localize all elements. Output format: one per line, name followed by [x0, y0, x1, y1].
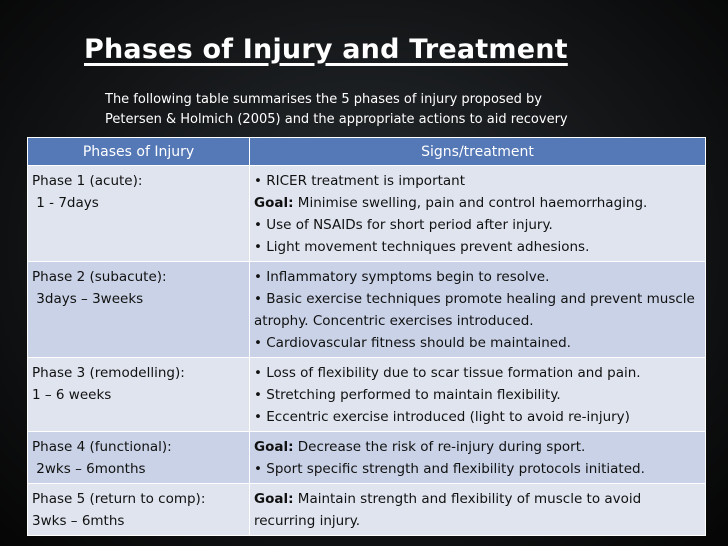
table-body — [28, 166, 706, 536]
table-header-row — [28, 138, 706, 166]
sign-item: • Stretching performed to maintain flexibility. — [254, 387, 561, 403]
phase-duration: 1 - 7days — [32, 195, 99, 211]
phase-name: Phase 3 (remodelling): — [32, 365, 185, 381]
header-signs: Signs/treatment — [250, 138, 706, 166]
signs-cell — [250, 432, 706, 484]
phase-name: Phase 4 (functional): — [32, 439, 172, 455]
goal-item — [254, 436, 701, 458]
signs-cell — [250, 484, 706, 536]
sign-item: • Loss of flexibility due to scar tissue formation and pain. — [254, 365, 641, 381]
table-row — [28, 484, 706, 536]
sign-item: • Eccentric exercise introduced (light to avoid re-injury) — [254, 409, 630, 425]
goal-label: Goal: — [254, 439, 294, 455]
phase-duration: 1 – 6 weeks — [32, 387, 112, 403]
phase-duration: 3days – 3weeks — [32, 291, 144, 307]
goal-item — [254, 192, 701, 214]
phase-cell — [28, 432, 250, 484]
signs-cell — [250, 166, 706, 262]
table-row — [28, 262, 706, 358]
goal-label: Goal: — [254, 491, 294, 507]
slide-subtitle — [105, 90, 665, 130]
sign-item: • RICER treatment is important — [254, 173, 466, 189]
phase-cell — [28, 358, 250, 432]
signs-cell — [250, 358, 706, 432]
header-phases: Phases of Injury — [28, 138, 250, 166]
sign-item: • Use of NSAIDs for short period after injury. — [254, 217, 553, 233]
goal-item — [254, 488, 701, 532]
phase-duration: 2wks – 6months — [32, 461, 146, 477]
injury-phases-table — [27, 137, 706, 536]
phase-duration: 3wks – 6mths — [32, 513, 125, 529]
sign-item: • Basic exercise techniques promote healing and prevent muscle atrophy. Concentric exercises introduced. — [254, 291, 695, 329]
slide-title: Phases of Injury and Treatment — [84, 34, 568, 65]
goal-text: Minimise swelling, pain and control haemorrhaging. — [293, 195, 648, 211]
sign-item: • Sport specific strength and flexibility protocols initiated. — [254, 461, 645, 477]
goal-text: Decrease the risk of re-injury during sport. — [293, 439, 586, 455]
phase-cell — [28, 166, 250, 262]
table-row — [28, 358, 706, 432]
phase-name: Phase 2 (subacute): — [32, 269, 167, 285]
phase-cell — [28, 262, 250, 358]
goal-label: Goal: — [254, 195, 294, 211]
table-row — [28, 432, 706, 484]
phase-name: Phase 5 (return to comp): — [32, 491, 206, 507]
table-row — [28, 166, 706, 262]
sign-item: • Inflammatory symptoms begin to resolve. — [254, 269, 550, 285]
goal-text: Maintain strength and flexibility of muscle to avoid recurring injury. — [254, 491, 642, 529]
subtitle-line-1: The following table summarises the 5 phases of injury proposed by — [105, 92, 542, 107]
signs-cell — [250, 262, 706, 358]
subtitle-line-2: Petersen & Holmich (2005) and the appropriate actions to aid recovery — [105, 112, 568, 127]
sign-item: • Light movement techniques prevent adhesions. — [254, 239, 590, 255]
phase-name: Phase 1 (acute): — [32, 173, 143, 189]
sign-item: • Cardiovascular fitness should be maintained. — [254, 335, 571, 351]
phase-cell — [28, 484, 250, 536]
